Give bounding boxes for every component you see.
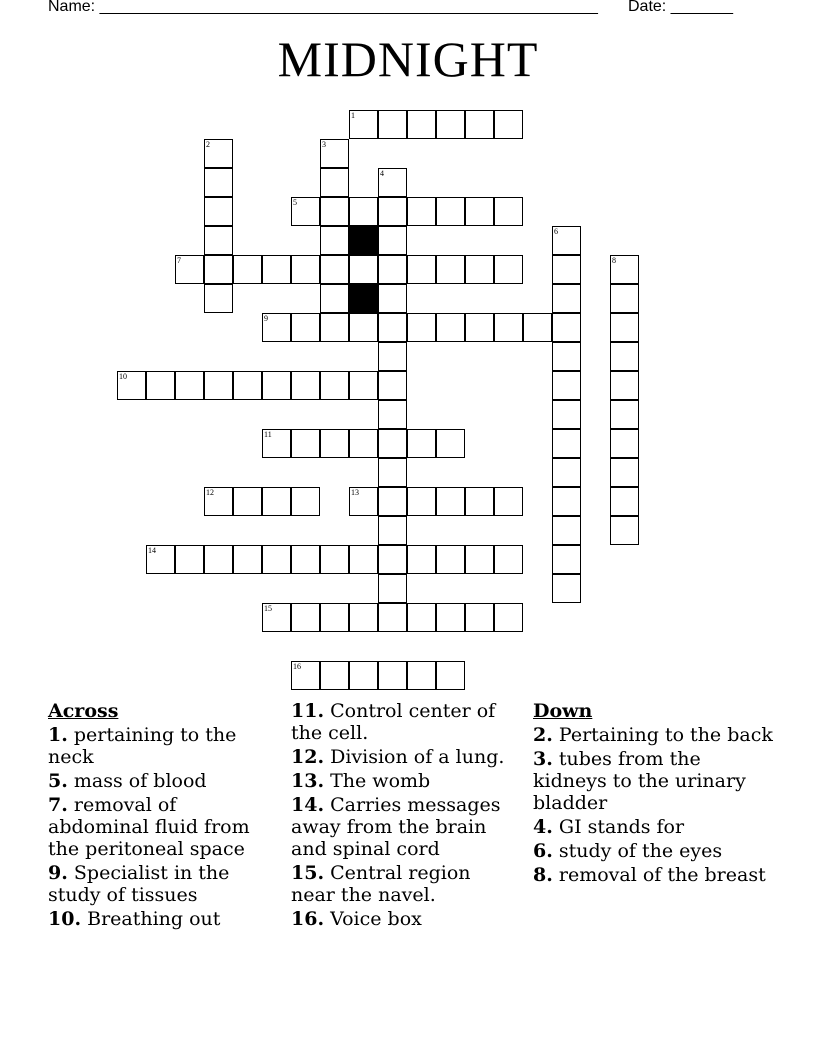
clue-across-14 — [291, 794, 519, 860]
crossword-cell[interactable] — [552, 342, 581, 371]
crossword-cell[interactable] — [610, 429, 639, 458]
cell-number: 13 — [351, 488, 359, 497]
across-clues-column-continued — [291, 700, 519, 932]
down-clues-column — [533, 700, 773, 888]
crossword-cell[interactable] — [610, 255, 639, 284]
crossword-cell[interactable] — [523, 313, 552, 342]
crossword-cell[interactable] — [291, 487, 320, 516]
crossword-cell[interactable] — [552, 429, 581, 458]
clue-number: 15. — [291, 862, 325, 884]
clue-across-16 — [291, 908, 519, 930]
crossword-cell[interactable] — [204, 545, 233, 574]
crossword-cell[interactable] — [552, 313, 581, 342]
crossword-cell[interactable] — [204, 139, 233, 168]
crossword-cell[interactable] — [320, 371, 349, 400]
clue-number: 9. — [48, 862, 68, 884]
crossword-cell[interactable] — [291, 603, 320, 632]
crossword-cell[interactable] — [262, 487, 291, 516]
crossword-cell[interactable] — [320, 226, 349, 255]
clue-number: 6. — [533, 840, 553, 862]
crossword-cell[interactable] — [610, 458, 639, 487]
clue-number: 1. — [48, 724, 68, 746]
crossword-cell[interactable] — [320, 197, 349, 226]
crossword-cell[interactable] — [552, 487, 581, 516]
crossword-cell[interactable] — [291, 661, 320, 690]
crossword-cell[interactable] — [378, 168, 407, 197]
crossword-cell[interactable] — [320, 545, 349, 574]
crossword-cell[interactable] — [262, 603, 291, 632]
crossword-cell[interactable] — [552, 574, 581, 603]
clue-text: tubes from the kidneys to the urinary bladder — [533, 748, 746, 814]
crossword-cell[interactable] — [378, 429, 407, 458]
crossword-cell[interactable] — [436, 487, 465, 516]
crossword-cell[interactable] — [233, 487, 262, 516]
clue-across-1 — [48, 724, 278, 768]
clue-across-11 — [291, 700, 519, 744]
clue-down-2 — [533, 724, 773, 746]
crossword-cell[interactable] — [465, 110, 494, 139]
crossword-cell[interactable] — [378, 603, 407, 632]
crossword-cell[interactable] — [436, 545, 465, 574]
clue-text: mass of blood — [73, 770, 207, 792]
clue-down-6 — [533, 840, 773, 862]
crossword-cell[interactable] — [349, 371, 378, 400]
clue-down-4 — [533, 816, 773, 838]
crossword-cell[interactable] — [378, 458, 407, 487]
clue-down-3 — [533, 748, 773, 814]
crossword-cell[interactable] — [349, 545, 378, 574]
crossword-cell[interactable] — [378, 284, 407, 313]
crossword-cell[interactable] — [610, 371, 639, 400]
cell-number: 9 — [264, 314, 268, 323]
clue-number: 7. — [48, 794, 68, 816]
crossword-cell[interactable] — [465, 255, 494, 284]
crossword-cell[interactable] — [262, 545, 291, 574]
cell-number: 10 — [119, 372, 127, 381]
cell-number: 2 — [206, 140, 210, 149]
crossword-cell[interactable] — [262, 429, 291, 458]
crossword-cell[interactable] — [407, 661, 436, 690]
crossword-cell[interactable] — [407, 545, 436, 574]
crossword-cell[interactable] — [204, 168, 233, 197]
clue-text: removal of abdominal fluid from the peritoneal space — [48, 794, 250, 860]
clue-number: 13. — [291, 770, 325, 792]
crossword-cell[interactable] — [552, 371, 581, 400]
crossword-cell[interactable] — [436, 603, 465, 632]
crossword-cell[interactable] — [349, 197, 378, 226]
cell-number: 7 — [177, 256, 181, 265]
crossword-cell[interactable] — [175, 255, 204, 284]
crossword-cell[interactable] — [349, 255, 378, 284]
clue-number: 14. — [291, 794, 325, 816]
crossword-cell[interactable] — [117, 371, 146, 400]
across-heading: Across — [48, 700, 119, 722]
clue-number: 16. — [291, 908, 325, 930]
crossword-cell[interactable] — [494, 603, 523, 632]
crossword-cell[interactable] — [436, 110, 465, 139]
clue-text: Control center of the cell. — [291, 700, 496, 744]
crossword-cell[interactable] — [378, 487, 407, 516]
crossword-black-cell — [349, 284, 378, 313]
crossword-cell[interactable] — [349, 110, 378, 139]
crossword-cell[interactable] — [349, 603, 378, 632]
crossword-cell[interactable] — [175, 545, 204, 574]
clue-text: Division of a lung. — [330, 746, 505, 768]
clue-text: study of the eyes — [558, 840, 723, 862]
crossword-cell[interactable] — [494, 487, 523, 516]
name-field-label[interactable]: Name: ________________________________________________________ — [48, 0, 598, 15]
crossword-cell[interactable] — [262, 371, 291, 400]
crossword-cell[interactable] — [494, 313, 523, 342]
clue-across-13 — [291, 770, 519, 792]
crossword-cell[interactable] — [407, 255, 436, 284]
crossword-cell[interactable] — [233, 255, 262, 284]
clue-across-12 — [291, 746, 519, 768]
crossword-cell[interactable] — [349, 661, 378, 690]
crossword-cell[interactable] — [204, 487, 233, 516]
crossword-cell[interactable] — [610, 313, 639, 342]
crossword-cell[interactable] — [349, 313, 378, 342]
crossword-cell[interactable] — [610, 400, 639, 429]
crossword-cell[interactable] — [465, 313, 494, 342]
crossword-cell[interactable] — [291, 255, 320, 284]
page-title: MIDNIGHT — [277, 31, 539, 87]
crossword-cell[interactable] — [378, 313, 407, 342]
cell-number: 16 — [293, 662, 301, 671]
clue-number: 11. — [291, 700, 325, 722]
cell-number: 8 — [612, 256, 616, 265]
cell-number: 14 — [148, 546, 156, 555]
clue-text: Voice box — [330, 908, 422, 930]
crossword-cell[interactable] — [378, 110, 407, 139]
crossword-cell[interactable] — [146, 371, 175, 400]
crossword-cell[interactable] — [378, 255, 407, 284]
crossword-cell[interactable] — [233, 371, 262, 400]
crossword-cell[interactable] — [378, 226, 407, 255]
cell-number: 15 — [264, 604, 272, 613]
crossword-cell[interactable] — [204, 226, 233, 255]
clue-text: The womb — [330, 770, 431, 792]
clue-text: Central region near the navel. — [291, 862, 471, 906]
crossword-cell[interactable] — [552, 458, 581, 487]
down-heading: Down — [533, 700, 593, 722]
cell-number: 5 — [293, 198, 297, 207]
date-field-label[interactable]: Date: _______ — [628, 0, 733, 15]
clue-number: 12. — [291, 746, 325, 768]
crossword-cell[interactable] — [320, 313, 349, 342]
across-clues-column — [48, 700, 278, 932]
clue-number: 10. — [48, 908, 82, 930]
crossword-cell[interactable] — [262, 313, 291, 342]
crossword-cell[interactable] — [291, 313, 320, 342]
crossword-cell[interactable] — [552, 545, 581, 574]
crossword-cell[interactable] — [349, 429, 378, 458]
cell-number: 4 — [380, 169, 384, 178]
clue-text: Specialist in the study of tissues — [48, 862, 230, 906]
cell-number: 1 — [351, 111, 355, 120]
crossword-cell[interactable] — [610, 342, 639, 371]
crossword-cell[interactable] — [465, 545, 494, 574]
crossword-cell[interactable] — [378, 545, 407, 574]
crossword-cell[interactable] — [552, 400, 581, 429]
clue-across-5 — [48, 770, 278, 792]
crossword-cell[interactable] — [320, 168, 349, 197]
crossword-cell[interactable] — [552, 255, 581, 284]
crossword-cell[interactable] — [291, 545, 320, 574]
crossword-cell[interactable] — [610, 284, 639, 313]
crossword-cell[interactable] — [204, 371, 233, 400]
crossword-cell[interactable] — [204, 197, 233, 226]
clue-text: removal of the breast — [558, 864, 766, 886]
crossword-cell[interactable] — [291, 429, 320, 458]
crossword-cell[interactable] — [378, 516, 407, 545]
crossword-cell[interactable] — [552, 226, 581, 255]
crossword-cell[interactable] — [320, 661, 349, 690]
clue-across-10 — [48, 908, 278, 930]
clue-text: GI stands for — [558, 816, 685, 838]
crossword-cell[interactable] — [436, 197, 465, 226]
crossword-cell[interactable] — [436, 313, 465, 342]
crossword-cell[interactable] — [320, 284, 349, 313]
clue-down-8 — [533, 864, 773, 886]
clue-across-9 — [48, 862, 278, 906]
crossword-cell[interactable] — [175, 371, 204, 400]
crossword-cell[interactable] — [436, 661, 465, 690]
crossword-black-cell — [349, 226, 378, 255]
clue-across-15 — [291, 862, 519, 906]
crossword-cell[interactable] — [204, 255, 233, 284]
crossword-cell[interactable] — [407, 197, 436, 226]
clue-text: pertaining to the neck — [48, 724, 237, 768]
crossword-cell[interactable] — [291, 371, 320, 400]
cell-number: 12 — [206, 488, 214, 497]
crossword-cell[interactable] — [320, 603, 349, 632]
crossword-cell[interactable] — [146, 545, 175, 574]
crossword-cell[interactable] — [436, 429, 465, 458]
clue-text: Breathing out — [87, 908, 221, 930]
crossword-cell[interactable] — [407, 429, 436, 458]
cell-number: 11 — [264, 430, 272, 439]
crossword-cell[interactable] — [552, 284, 581, 313]
crossword-cell[interactable] — [407, 487, 436, 516]
cell-number: 3 — [322, 140, 326, 149]
crossword-cell[interactable] — [407, 603, 436, 632]
crossword-cell[interactable] — [320, 255, 349, 284]
crossword-cell[interactable] — [204, 284, 233, 313]
crossword-cell[interactable] — [349, 487, 378, 516]
crossword-cell[interactable] — [378, 574, 407, 603]
crossword-cell[interactable] — [610, 487, 639, 516]
crossword-cell[interactable] — [494, 197, 523, 226]
clue-number: 4. — [533, 816, 553, 838]
crossword-cell[interactable] — [233, 545, 262, 574]
crossword-cell[interactable] — [378, 342, 407, 371]
crossword-cell[interactable] — [407, 110, 436, 139]
crossword-cell[interactable] — [291, 197, 320, 226]
clue-text: Pertaining to the back — [558, 724, 773, 746]
crossword-cell[interactable] — [407, 313, 436, 342]
crossword-cell[interactable] — [436, 255, 465, 284]
crossword-cell[interactable] — [320, 139, 349, 168]
clue-across-7 — [48, 794, 278, 860]
crossword-cell[interactable] — [378, 661, 407, 690]
crossword-cell[interactable] — [610, 516, 639, 545]
crossword-cell[interactable] — [378, 197, 407, 226]
crossword-cell[interactable] — [494, 255, 523, 284]
crossword-cell[interactable] — [465, 197, 494, 226]
crossword-cell[interactable] — [494, 545, 523, 574]
crossword-cell[interactable] — [494, 110, 523, 139]
clue-number: 5. — [48, 770, 68, 792]
crossword-cell[interactable] — [465, 603, 494, 632]
clue-number: 8. — [533, 864, 553, 886]
crossword-cell[interactable] — [262, 255, 291, 284]
clue-number: 3. — [533, 748, 553, 770]
crossword-cell[interactable] — [320, 429, 349, 458]
crossword-cell[interactable] — [552, 516, 581, 545]
crossword-cell[interactable] — [378, 400, 407, 429]
crossword-cell[interactable] — [378, 371, 407, 400]
cell-number: 6 — [554, 227, 558, 236]
clue-text: Carries messages away from the brain and spinal cord — [291, 794, 501, 860]
clue-number: 2. — [533, 724, 553, 746]
crossword-cell[interactable] — [465, 487, 494, 516]
